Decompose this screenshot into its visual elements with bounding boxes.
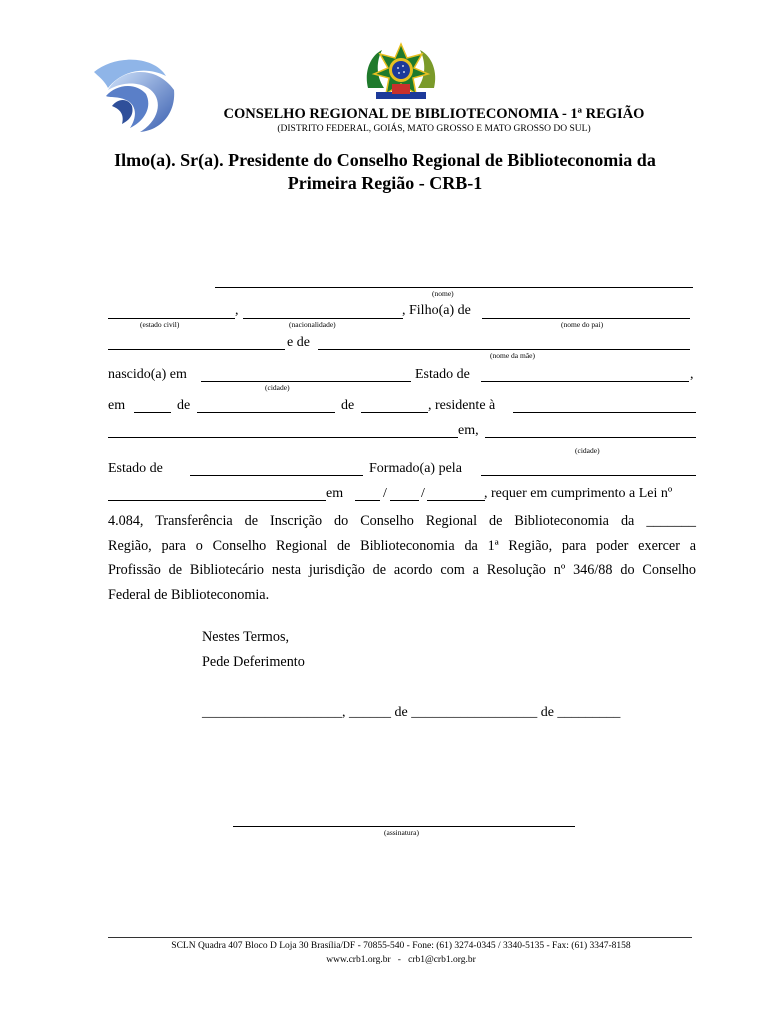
formatura-mes-field-line[interactable] [390,500,419,501]
em-label-2: em, [458,423,479,438]
document-title-line2: Primeira Região - CRB-1 [287,173,483,193]
de-label-1: de [177,398,191,413]
document-title-line1: Ilmo(a). Sr(a). Presidente do Conselho Regional de Biblioteconomia da [114,150,656,170]
requer-label: , requer em cumprimento a Lei nº [484,486,673,501]
estado-civil-field-line[interactable] [108,318,235,319]
endereco-cont-field-line[interactable] [108,437,458,438]
cidade-caption-1: (cidade) [265,383,290,392]
org-name: CONSELHO REGIONAL DE BIBLIOTECONOMIA - 1ª REGIÃO [223,106,645,122]
nome-caption: (nome) [432,289,454,298]
coat-of-arms-icon [362,42,440,104]
body-text-line1: 4.084, Transferência de Inscrição do Conselho Regional de Biblioteconomia da _______ [108,513,696,529]
date-place-line[interactable]: ____________________, ______ de __________________ de _________ [202,705,621,720]
org-region: (DISTRITO FEDERAL, GOIÁS, MATO GROSSO E MATO GROSSO DO SUL) [277,124,591,134]
nome-mae-field-line[interactable] [318,349,690,350]
signature-caption: (assinatura) [384,828,419,837]
body-text-line4: Federal de Biblioteconomia. [108,587,270,603]
signature-line[interactable] [233,826,575,827]
estado-residencia-field-line[interactable] [190,475,363,476]
comma-separator: , [235,303,239,318]
formatura-ano-field-line[interactable] [427,500,485,501]
endereco-field-line[interactable] [513,412,696,413]
footer-divider [108,937,692,938]
nacionalidade-caption: (nacionalidade) [289,320,336,329]
nome-pai-field-line[interactable] [482,318,690,319]
e-de-label: e de [287,335,310,350]
em-label-1: em [108,398,126,413]
slash-separator: / [383,486,387,501]
mes-field-line[interactable] [197,412,335,413]
cidade-residencia-field-line[interactable] [485,437,696,438]
footer-separator: - [397,955,401,965]
comma-separator: , [690,367,694,382]
body-text-line2: Região, para o Conselho Regional de Biblioteconomia da 1ª Região, para poder exercer a [108,538,696,554]
instituicao-field-line[interactable] [481,475,696,476]
nacionalidade-field-line[interactable] [243,318,403,319]
slash-separator: / [421,486,425,501]
filho-de-label: , Filho(a) de [402,303,471,318]
footer-address: SCLN Quadra 407 Bloco D Loja 30 Brasília/DF - 70855-540 - Fone: (61) 3274-0345 / 3340-5135 - Fax: (61) 3347-8158 [171,941,631,951]
closing-pede-deferimento: Pede Deferimento [202,654,305,670]
estado-de-label-2: Estado de [108,461,163,476]
formatura-dia-field-line[interactable] [355,500,380,501]
em-label-3: em [326,486,344,501]
footer-website-link[interactable]: www.crb1.org.br [326,955,391,965]
residente-label: , residente à [428,398,496,413]
footer-contacts [0,955,770,965]
estado-nascimento-field-line[interactable] [481,381,689,382]
body-text-line3: Profissão de Bibliotecário nesta jurisdição de acordo com a Resolução nº 346/88 do Conselho [108,562,696,578]
cidade-caption-2: (cidade) [575,446,600,455]
ano-field-line[interactable] [361,412,428,413]
nascido-em-label: nascido(a) em [108,367,187,382]
estado-de-label-1: Estado de [415,367,470,382]
dia-field-line[interactable] [134,412,171,413]
instituicao-cont-field-line[interactable] [108,500,326,501]
closing-nestes-termos: Nestes Termos, [202,629,290,645]
nome-mae-prefix-line[interactable] [108,349,285,350]
footer-email[interactable]: crb1@crb1.org.br [408,955,476,965]
nome-pai-caption: (nome do pai) [561,320,604,329]
de-label-2: de [341,398,355,413]
nome-mae-caption: (nome da mãe) [490,351,535,360]
cidade-nascimento-field-line[interactable] [201,381,411,382]
formado-pela-label: Formado(a) pela [369,461,462,476]
nome-field-line[interactable] [215,287,693,288]
estado-civil-caption: (estado civil) [140,320,180,329]
